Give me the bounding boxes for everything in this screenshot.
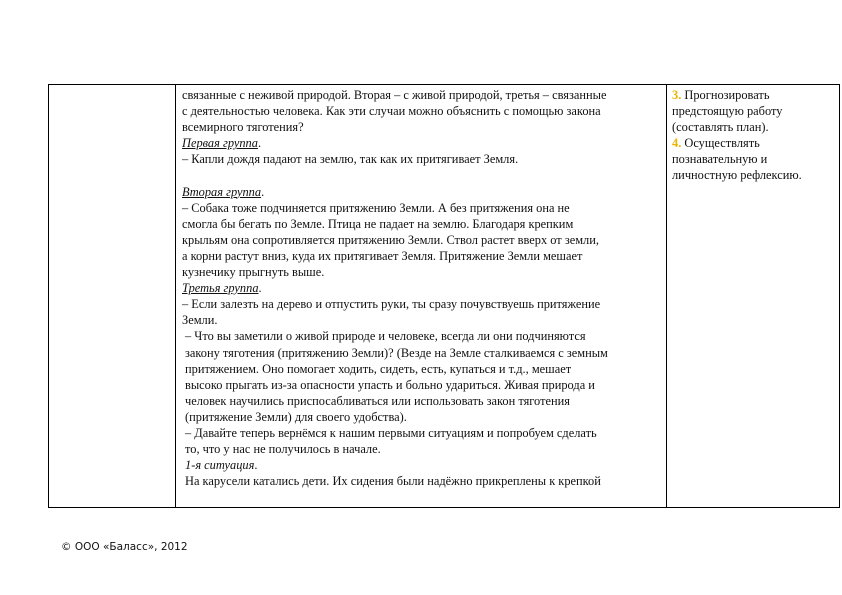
group-heading: [182, 280, 660, 296]
text-line: [182, 409, 660, 425]
text-line: [182, 103, 660, 119]
text-suffix: .: [258, 281, 262, 296]
outcome-text: (составлять план).: [672, 120, 769, 135]
text-line: [182, 248, 660, 264]
text-span: крыльям она сопротивляется притяжению Земли. Ствол растет вверх от земли,: [182, 232, 599, 247]
text-span: связанные с неживой природой. Вторая – с живой природой, третья – связанные: [182, 88, 607, 102]
text-span: Вторая группа: [182, 184, 262, 199]
text-span: смогла бы бегать по Земле. Птица не падает на землю. Благодаря крепким: [182, 216, 574, 231]
text-suffix: .: [261, 184, 265, 199]
text-span: закону тяготения (притяжению Земли)? (Везде на Земле сталкиваемся с земным: [185, 345, 608, 360]
lesson-table: [48, 84, 840, 508]
text-line: [182, 151, 660, 167]
text-span: притяжением. Оно помогает ходить, сидеть, есть, купаться и т.д., мешает: [185, 361, 572, 376]
outcome-text: личностную рефлексию.: [672, 168, 802, 183]
outcome-line: [672, 87, 822, 103]
copyright-footer: © ООО «Баласс», 2012: [61, 541, 188, 553]
text-span: – Давайте теперь вернёмся к нашим первыми ситуациям и попробуем сделать: [185, 425, 597, 440]
text-span: высоко прыгать из-за опасности упасть и больно удариться. Живая природа и: [185, 377, 595, 392]
text-line: [182, 216, 660, 232]
text-span: то, что у нас не получилось в начале.: [185, 442, 381, 457]
text-line: [182, 200, 660, 216]
outcome-text: предстоящую работу: [672, 104, 783, 119]
text-span: кузнечику прыгнуть выше.: [182, 265, 325, 280]
text-line: [182, 393, 660, 409]
text-line: [182, 264, 660, 280]
text-span: – Что вы заметили о живой природе и человеке, всегда ли они подчиняются: [185, 329, 586, 344]
blank-line: [182, 167, 660, 183]
text-span: а корни растут вниз, куда их притягивает Земля. Притяжение Земли мешает: [182, 248, 583, 263]
group-heading: [182, 135, 660, 151]
column-divider-1: [175, 85, 176, 507]
text-line: [182, 296, 660, 312]
outcome-text: познавательную и: [672, 152, 768, 167]
group-heading: [182, 184, 660, 200]
text-span: 1-я ситуация: [185, 458, 255, 473]
outcome-line: [672, 167, 822, 183]
outcome-line: [672, 135, 822, 151]
text-suffix: .: [254, 458, 258, 473]
text-span: всемирного тяготения?: [182, 120, 304, 135]
text-line: [182, 425, 660, 441]
text-line: [182, 87, 660, 103]
outcome-line: [672, 151, 822, 167]
text-span: человек научились приспосабливаться или использовать закон тяготения: [185, 393, 570, 408]
text-span: с деятельностью человека. Как эти случаи можно объяснить с помощью закона: [182, 104, 601, 119]
text-span: (притяжение Земли) для своего удобства).: [185, 409, 407, 424]
outcome-text: Осуществлять: [681, 136, 760, 151]
column-divider-2: [666, 85, 667, 507]
text-suffix: .: [257, 136, 262, 151]
outcome-text: Прогнозировать: [681, 88, 770, 102]
text-span: На карусели катались дети. Их сидения были надёжно прикреплены к крепкой: [185, 474, 601, 489]
text-line: [182, 377, 660, 393]
text-span: Земли.: [182, 313, 218, 328]
lesson-content-cell: [182, 87, 660, 489]
text-line: [182, 361, 660, 377]
text-line: [182, 441, 660, 457]
outcome-line: [672, 103, 822, 119]
text-span: – Если залезть на дерево и отпустить руки, ты сразу почувствуешь притяжение: [182, 297, 601, 312]
text-line: [182, 312, 660, 328]
text-line: [182, 119, 660, 135]
text-line: [182, 232, 660, 248]
text-line: [182, 473, 660, 489]
outcome-number: 3.: [672, 88, 682, 102]
text-span: – Собака тоже подчиняется притяжению Земли. А без притяжения она не: [182, 200, 570, 215]
learning-outcomes-cell: [672, 87, 822, 184]
outcome-line: [672, 119, 822, 135]
text-span: – Капли дождя падают на землю, так как их притягивает Земля.: [182, 152, 519, 167]
text-span: Первая группа: [182, 136, 258, 151]
text-span: Третья группа: [182, 281, 259, 296]
text-line: [182, 457, 660, 473]
text-line: [182, 345, 660, 361]
outcome-number: 4.: [672, 136, 682, 151]
text-line: [182, 328, 660, 344]
